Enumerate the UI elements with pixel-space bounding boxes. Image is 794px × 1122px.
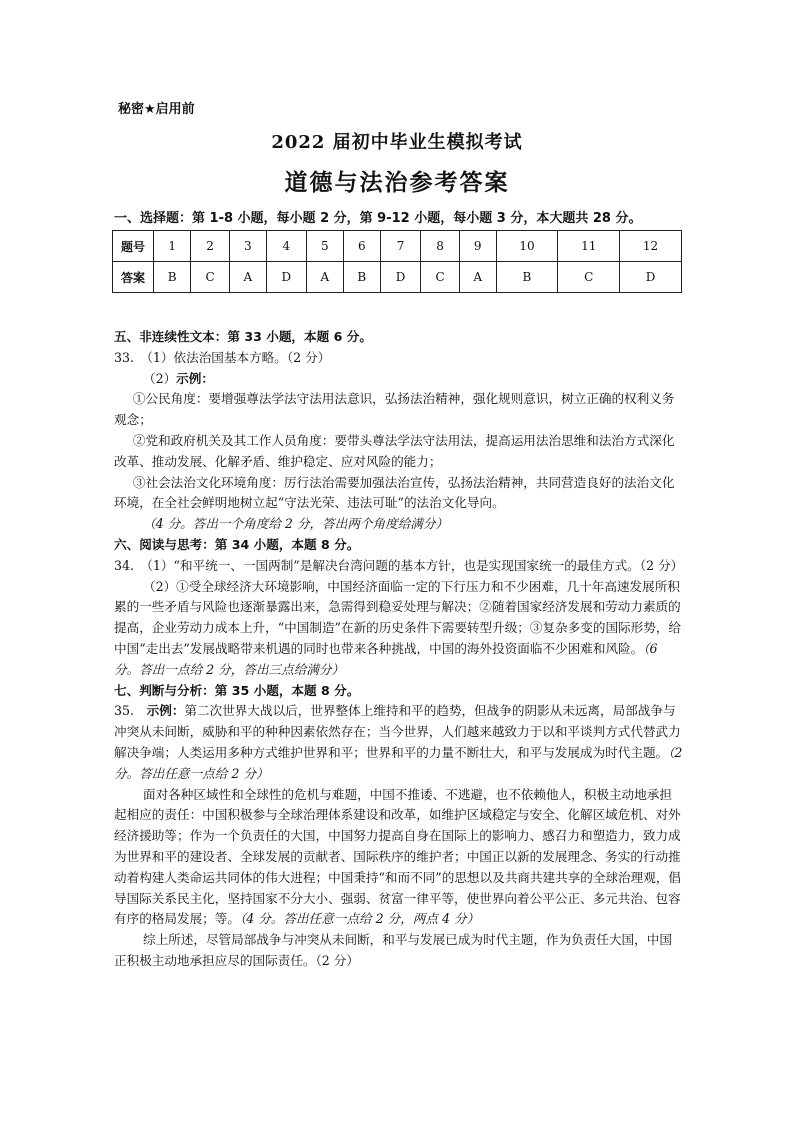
- answer-cell: A: [459, 262, 496, 293]
- q35-paragraph-1-text: 第二次世界大战以后，世界整体上维持和平的趋势，但战争的阴影从未远离，局部战争与冲突从未间断，威胁和平的种种因素依然存在；当今世界，人们越来越致力于以和平谈判方式代替武力解决争端；人类运用多种方式维护世界和平；世界和平的力量不断壮大，和平与发展成为时代主题。: [114, 703, 681, 760]
- section-6-heading: 六、阅读与思考：第 34 小题，本题 8 分。: [114, 536, 360, 552]
- question-number-cell: 3: [229, 231, 266, 262]
- q34-part-2-text: （2）①受全球经济大环境影响，中国经济面临一定的下行压力和不少困难，几十年高速发展所积累的一些矛盾与风险也逐渐暴露出来，急需得到稳妥处理与解决；②随着国家经济发展和劳动力素质的提高，企业劳动力成本上升，“中国制造”在新的历史条件下需要转型升级；③复杂多变的国际形势，给中国“走出去”发展战略带来机遇的同时也带来各种挑战，中国的海外投资面临不少困难和风险。: [114, 578, 682, 656]
- question-number-cell: 2: [191, 231, 230, 262]
- q33-part-2-number: （2）: [142, 370, 177, 386]
- question-row-label: 题号: [113, 231, 154, 262]
- answer-table: [112, 230, 682, 293]
- q33-example-label: 示例：: [176, 370, 214, 386]
- question-number-cell: 5: [306, 231, 343, 262]
- question-number-cell: 1: [154, 231, 191, 262]
- question-number-cell: 7: [380, 231, 420, 262]
- answer-cell: A: [229, 262, 266, 293]
- answer-cell: C: [191, 262, 230, 293]
- answer-cell: A: [306, 262, 343, 293]
- answer-cell: C: [421, 262, 460, 293]
- answer-body: [114, 327, 684, 972]
- question-number-cell: 6: [343, 231, 380, 262]
- q35-paragraph-3: 综上所述，尽管局部战争与冲突从未间断，和平与发展已成为时代主题，作为负责任大国，中国正积极主动地承担应尽的国际责任。（2 分）: [114, 932, 672, 968]
- q35-example-label: 示例：: [146, 703, 185, 719]
- q35-paragraph-2: [114, 785, 684, 931]
- q33-point-3: ③社会法治文化环境角度：厉行法治需要加强法治宣传，弘扬法治精神，共同营造良好的法治文化环境，在全社会鲜明地树立起“守法光荣、违法可耻”的法治文化导向。: [114, 474, 675, 511]
- answer-row: [113, 262, 682, 293]
- q35-paragraph-1: [114, 701, 684, 784]
- section-5-heading: 五、非连续性文本：第 33 小题，本题 6 分。: [114, 329, 372, 344]
- exam-title: 2022 届初中毕业生模拟考试: [271, 132, 523, 153]
- answer-cell: B: [154, 262, 191, 293]
- question-number-cell: 4: [266, 231, 306, 262]
- question-number-cell: 9: [459, 231, 496, 262]
- question-number-cell: 11: [558, 231, 620, 262]
- answer-cell: D: [266, 262, 306, 293]
- q34-scoring-note: （6 分。答出一点给 2 分，答出三点给满分）: [114, 640, 658, 677]
- confidential-label: 秘密★启用前: [118, 102, 195, 117]
- q34-part-1: 34. （1）“和平统一、一国两制”是解决台湾问题的基本方针，也是实现国家统一的最佳方式。（2 分）: [114, 557, 684, 573]
- q33-part-1: 33. （1）依法治国基本方略。（2 分）: [114, 349, 331, 365]
- answer-cell: D: [380, 262, 420, 293]
- q35-paragraph-1-note: （2 分。答出任意一点给 2 分）: [114, 744, 683, 781]
- q35-paragraph-2-text: 面对各种区域性和全球性的危机与难题，中国不推诿、不逃避，也不依赖他人，积极主动地承担起相应的责任：中国积极参与全球治理体系建设和改革，如维护区域稳定与安全、化解区域危机、对外经济援助等；作为一个负责任的大国，中国努力提高自身在国际上的影响力、感召力和塑造力，致力成为世界和平的建设者、全球发展的贡献者、国际秩序的维护者；中国正以新的发展理念、务实的行动推动着构建人类命运共同体的伟大进程；中国秉持“和而不同”的思想以及共商共建共享的全球治理观，倡导国际关系民主化，坚持国家不分大小、强弱、贫富一律平等，使世界向着公平公正、多元共治、包容有序的格局发展；等。: [114, 786, 682, 927]
- q33-scoring-note: （4 分。答出一个角度给 2 分，答出两个角度给满分）: [142, 516, 449, 532]
- q33-point-2: ②党和政府机关及其工作人员角度：要带头尊法学法守法用法，提高运用法治思维和法治方式深化改革、推动发展、化解矛盾、维护稳定、应对风险的能力；: [114, 432, 675, 469]
- answer-cell: B: [496, 262, 558, 293]
- q35-number: 35.: [114, 703, 147, 719]
- section-7-heading: 七、判断与分析：第 35 小题，本题 8 分。: [114, 682, 360, 698]
- question-number-cell: 8: [421, 231, 460, 262]
- answer-key-title: 道德与法治参考答案: [284, 169, 510, 196]
- section-1-heading: 一、选择题：第 1-8 小题，每小题 2 分，第 9-12 小题，每小题 3 分，本大题共 28 分。: [114, 211, 642, 226]
- question-number-cell: 12: [620, 231, 682, 262]
- answer-cell: B: [343, 262, 380, 293]
- answer-cell: C: [558, 262, 620, 293]
- question-number-cell: 10: [496, 231, 558, 262]
- q34-part-2: [114, 577, 684, 681]
- question-number-row: [113, 231, 682, 262]
- q35-paragraph-2-note: （4 分。答出任意一点给 2 分，两点 4 分）: [239, 911, 480, 927]
- answer-cell: D: [620, 262, 682, 293]
- q33-point-1: ①公民角度：要增强尊法学法守法用法意识，弘扬法治精神，强化规则意识，树立正确的权利义务观念；: [114, 391, 675, 428]
- q33-part-2-label: [114, 369, 684, 390]
- answer-row-label: 答案: [113, 262, 154, 293]
